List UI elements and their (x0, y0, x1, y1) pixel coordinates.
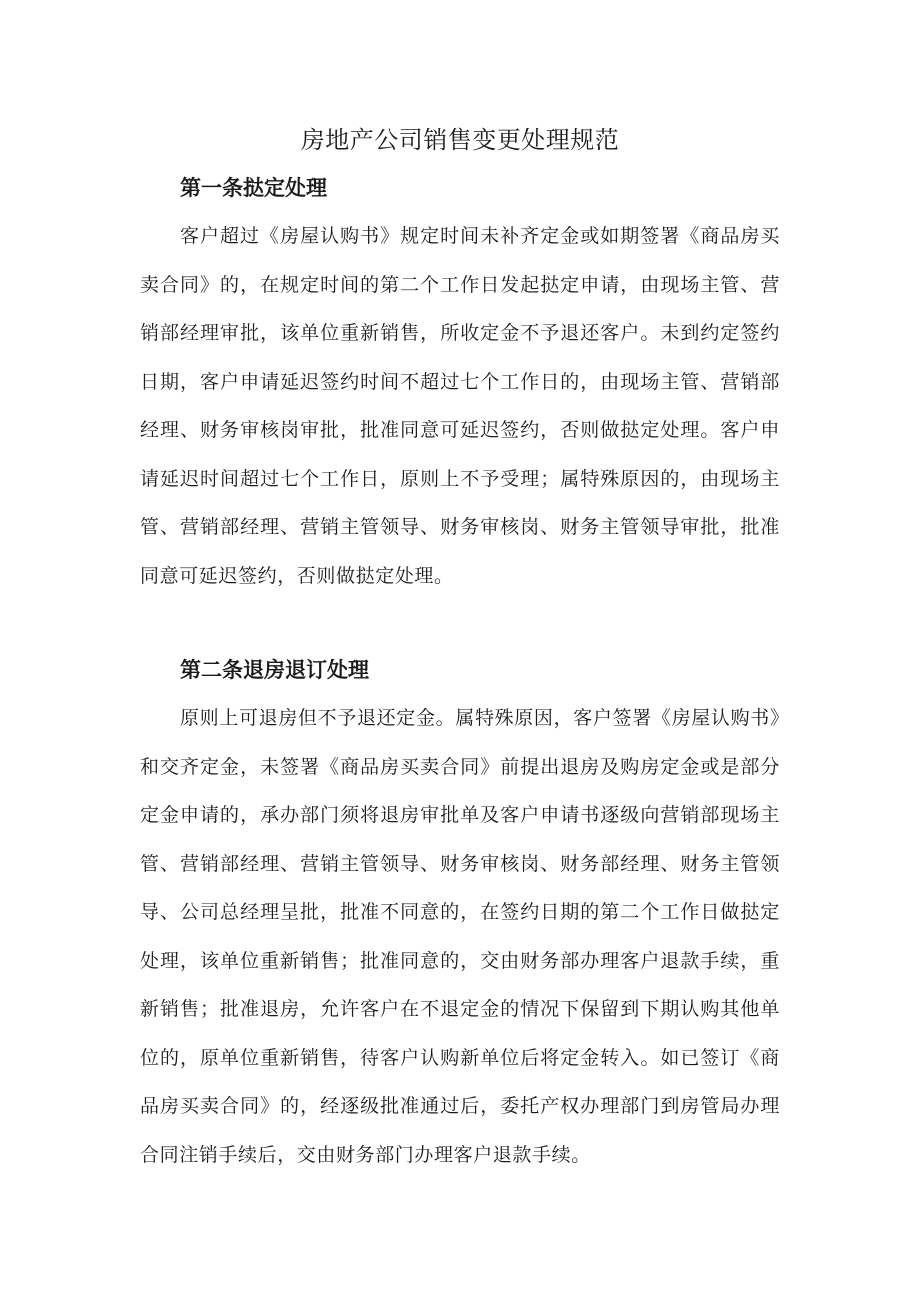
document-title: 房地产公司销售变更处理规范 (300, 126, 620, 154)
section-body-1: 客户超过《房屋认购书》规定时间未补齐定金或如期签署《商品房买卖合同》的，在规定时间的第二个工作日发起挞定申请，由现场主管、营销部经理审批，该单位重新销售，所收定金不予退还客户。未到约定签约日期，客户申请延迟签约时间不超过七个工作日的，由现场主管、营销部经理、财务审核岗审批，批准同意可延迟签约，否则做挞定处理。客户申请延迟时间超过七个工作日，原则上不予受理；属特殊原因的，由现场主管、营销部经理、营销主管领导、财务审核岗、财务主管领导审批，批准同意可延迟签约，否则做挞定处理。 (140, 225, 780, 587)
section-heading-2: 第二条退房退订处理 (180, 658, 369, 682)
section-body-2: 原则上可退房但不予退还定金。属特殊原因，客户签署《房屋认购书》和交齐定金，未签署《商品房买卖合同》前提出退房及购房定金或是部分定金申请的，承办部门须将退房审批单及客户申请书逐级向营销部现场主管、营销部经理、营销主管领导、财务审核岗、财务部经理、财务主管领导、公司总经理呈批，批准不同意的，在签约日期的第二个工作日做挞定处理，该单位重新销售；批准同意的，交由财务部办理客户退款手续，重新销售；批准退房，允许客户在不退定金的情况下保留到下期认购其他单位的，原单位重新销售，待客户认购新单位后将定金转入。如已签订《商品房买卖合同》的，经逐级批准通过后，委托产权办理部门到房管局办理合同注销手续后，交由财务部门办理客户退款手续。 (140, 707, 780, 1166)
section-heading-1: 第一条挞定处理 (180, 176, 327, 200)
